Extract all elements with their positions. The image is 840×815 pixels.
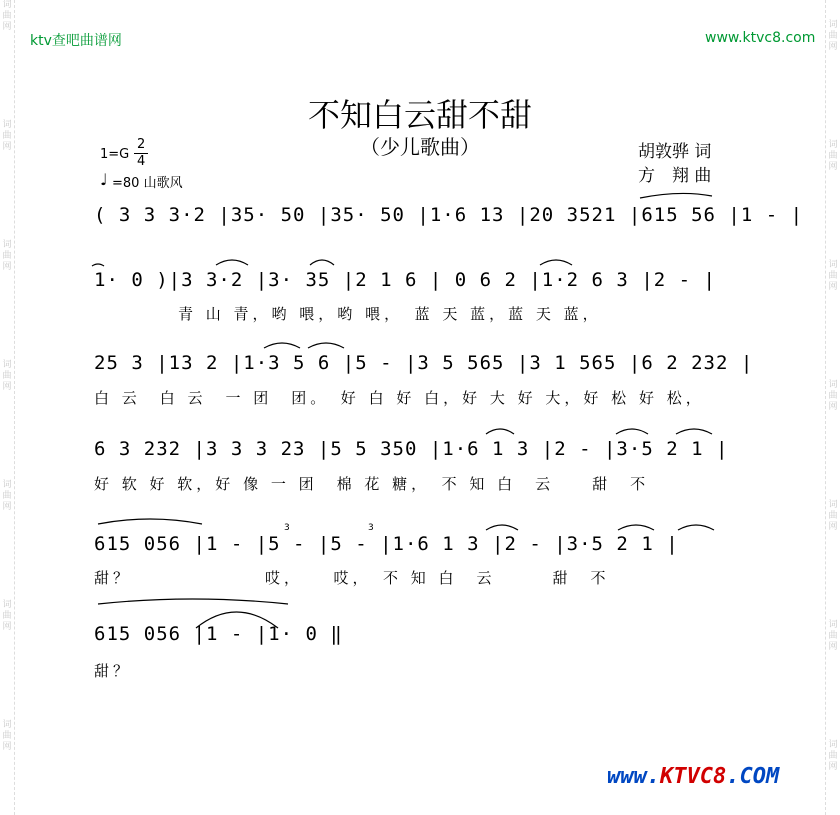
notation-row-1: ( 3 3 3·2 |35· 50 |35· 50 |1·6 13 |20 3521 |615 56 |1 - | <box>94 204 804 226</box>
site-url-link[interactable]: www.ktvc8.com <box>705 30 816 46</box>
tempo-marking: =80 山歌风 <box>112 176 183 191</box>
watermark-left: 词曲网 <box>2 360 12 392</box>
site-name-link[interactable]: ktv查吧曲谱网 <box>30 33 122 49</box>
quarter-note-icon: ♩ <box>100 170 108 189</box>
watermark-right: 词曲网 <box>828 140 838 172</box>
watermark-right: 词曲网 <box>828 20 838 52</box>
lyric-row-5: 甜？ 哎， 哎， 不 知 白 云 甜 不 <box>94 569 610 587</box>
ktvc8-logo[interactable]: www.KTVC8.COM <box>607 764 780 789</box>
watermark-right: 词曲网 <box>828 620 838 652</box>
lyric-row-3: 白 云 白 云 一 团 团。 好 白 好 白，好 大 好 大，好 松 好 松， <box>94 389 705 407</box>
time-signature-top: 2 <box>137 137 146 152</box>
lyric-row-4: 好 软 好 软，好 像 一 团 棉 花 糖， 不 知 白 云 甜 不 <box>94 475 650 493</box>
watermark-left: 词曲网 <box>2 120 12 152</box>
composer-credit: 方 翔 曲 <box>638 166 712 186</box>
time-signature-bottom: 4 <box>137 154 146 169</box>
lyric-row-6: 甜？ <box>94 662 133 680</box>
notation-row-5: 615 056 |1 - |5 - |5 - |1·6 1 3 |2 - |3·5 2 1 | <box>94 533 679 555</box>
watermark-right: 词曲网 <box>828 380 838 412</box>
notation-row-3: 25 3 |13 2 |1·3 5 6 |5 - |3 5 565 |3 1 565 |6 2 232 | <box>94 352 754 374</box>
song-title: 不知白云甜不甜 <box>307 96 532 134</box>
watermark-left: 词曲网 <box>2 720 12 752</box>
watermark-left: 词曲网 <box>2 600 12 632</box>
lyric-row-2: 青 山 青，哟 喂，哟 喂， 蓝 天 蓝，蓝 天 蓝， <box>178 305 602 323</box>
watermark-right: 词曲网 <box>828 740 838 772</box>
key-signature: 1=G <box>100 147 130 162</box>
song-subtitle: （少儿歌曲） <box>360 135 480 159</box>
notation-row-2: 1· 0 )|3 3·2 |3· 35 |2 1 6 | 0 6 2 |1·2 6 3 |2 - | <box>94 269 716 291</box>
watermark-right: 词曲网 <box>828 260 838 292</box>
watermark-right: 词曲网 <box>828 500 838 532</box>
grace-note-2: 3 <box>368 523 374 533</box>
watermark-left: 词曲网 <box>2 0 12 32</box>
watermark-left: 词曲网 <box>2 480 12 512</box>
notation-row-6: 615 056 |1 - |1· 0 ‖ <box>94 623 343 645</box>
notation-row-4: 6 3 232 |3 3 3 23 |5 5 350 |1·6 1 3 |2 - |3·5 2 1 | <box>94 438 729 460</box>
watermark-left: 词曲网 <box>2 240 12 272</box>
lyricist-credit: 胡敦骅 词 <box>638 142 712 162</box>
grace-note-1: 3 <box>284 523 290 533</box>
